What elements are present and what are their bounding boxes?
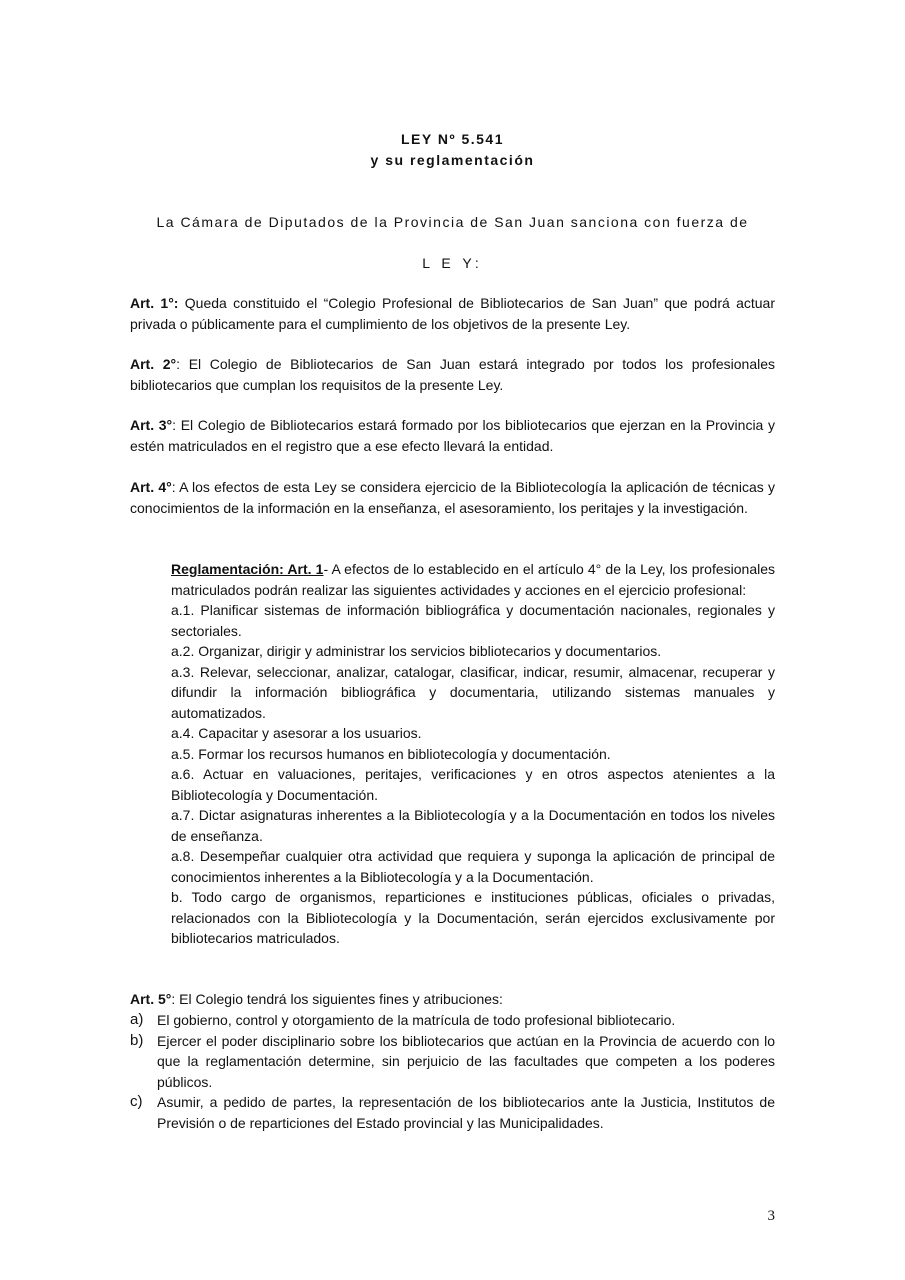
list-marker: b) [130,1031,144,1049]
article-label: Art. 4° [130,479,172,495]
article-1 [130,293,775,334]
reglamentacion-item: a.5. Formar los recursos humanos en bibliotecología y documentación. [171,745,611,762]
article-text: Queda constituido el “Colegio Profesional de Bibliotecarios de San Juan” que podrá actuar privada o públicamente para el cumplimiento de los objetivos de la presente Ley. [130,295,776,332]
article-4 [130,477,775,518]
list-item [130,1031,775,1093]
article-text: : El Colegio de Bibliotecarios de San Juan estará integrado por todos los profesionales bibliotecarios que cumplan los requisitos de la presente Ley. [130,356,776,393]
reglamentacion-item: a.7. Dictar asignaturas inherentes a la Bibliotecología y a la Documentación en todos los niveles de enseñanza. [171,807,775,844]
reglamentacion-intro: - A efectos de lo establecido en el artículo 4° de la Ley, los profesionales matriculados podrán realizar las siguientes actividades y acciones en el ejercicio profesional: [171,561,776,598]
reglamentacion-item: a.4. Capacitar y asesorar a los usuarios. [171,725,422,741]
reglamentacion-block [171,559,775,949]
list-item-text: Ejercer el poder disciplinario sobre los bibliotecarios que actúan en la Provincia de acuerdo con lo que la reglamentación determine, sin perjuicio de las facultades que competen a los poderes públicos. [157,1032,775,1090]
list-item-text: El gobierno, control y otorgamiento de la matrícula de todo profesional bibliotecario. [157,1012,676,1028]
reglamentacion-item: a.1. Planificar sistemas de información bibliográfica y documentación nacionales, regionales y sectoriales. [171,602,775,639]
reglamentacion-item: a.6. Actuar en valuaciones, peritajes, verificaciones y en otros aspectos atenientes a la Bibliotecología y Documentación. [171,766,775,803]
law-title: LEY Nº 5.541 [400,131,504,147]
article-5 [130,989,775,1010]
article-text: : A los efectos de esta Ley se considera ejercicio de la Bibliotecología la aplicación de técnicas y conocimientos de la información en la enseñanza, el asesoramiento, los peritajes y la investigación. [130,479,775,516]
article-label: Art. 1°: [130,295,179,311]
enactment-clause: La Cámara de Diputados de la Provincia de San Juan sanciona con fuerza de [156,214,749,230]
article-5-list [130,1010,775,1133]
reglamentacion-item: b. Todo cargo de organismos, reparticiones e instituciones públicas, oficiales o privadas, relacionados con la Bibliotecología y la Documentación, serán ejercidos exclusivamente por bibliotecarios matriculados. [171,889,775,946]
article-text: : El Colegio de Bibliotecarios estará formado por los bibliotecarios que ejerzan en la Provincia y estén matriculados en el registro que a ese efecto llevará la entidad. [130,417,775,454]
list-item-text: Asumir, a pedido de partes, la representación de los bibliotecarios ante la Justicia, Institutos de Previsión o de reparticiones del Estado provincial y las Municipalidades. [157,1094,775,1131]
reglamentacion-item: a.3. Relevar, seleccionar, analizar, catalogar, clasificar, indicar, resumir, almacenar, recuperar y difundir la información bibliográfica y documentaria, utilizando sistemas manuales y automatizados. [171,663,775,721]
article-2 [130,354,775,395]
article-label: Art. 3° [130,417,173,433]
reglamentacion-item: a.8. Desempeñar cualquier otra actividad que requiera y suponga la aplicación de principal de conocimientos inherentes a la Bibliotecología y a la Documentación. [171,848,775,885]
list-item [130,1092,775,1133]
page-number: 3 [767,1208,775,1224]
reglamentacion-item: a.2. Organizar, dirigir y administrar los servicios bibliotecarios y documentarios. [171,643,662,659]
article-3 [130,415,775,456]
article-label: Art. 5° [130,991,172,1007]
list-marker: a) [130,1011,144,1028]
article-text: : El Colegio tendrá los siguientes fines y atribuciones: [171,991,503,1007]
article-label: Art. 2° [130,356,177,372]
law-subtitle: y su reglamentación [370,152,535,168]
list-marker: c) [130,1093,143,1110]
list-item [130,1010,775,1031]
reglamentacion-label: Reglamentación: Art. 1 [171,561,324,577]
ley-heading: L E Y: [422,255,483,271]
